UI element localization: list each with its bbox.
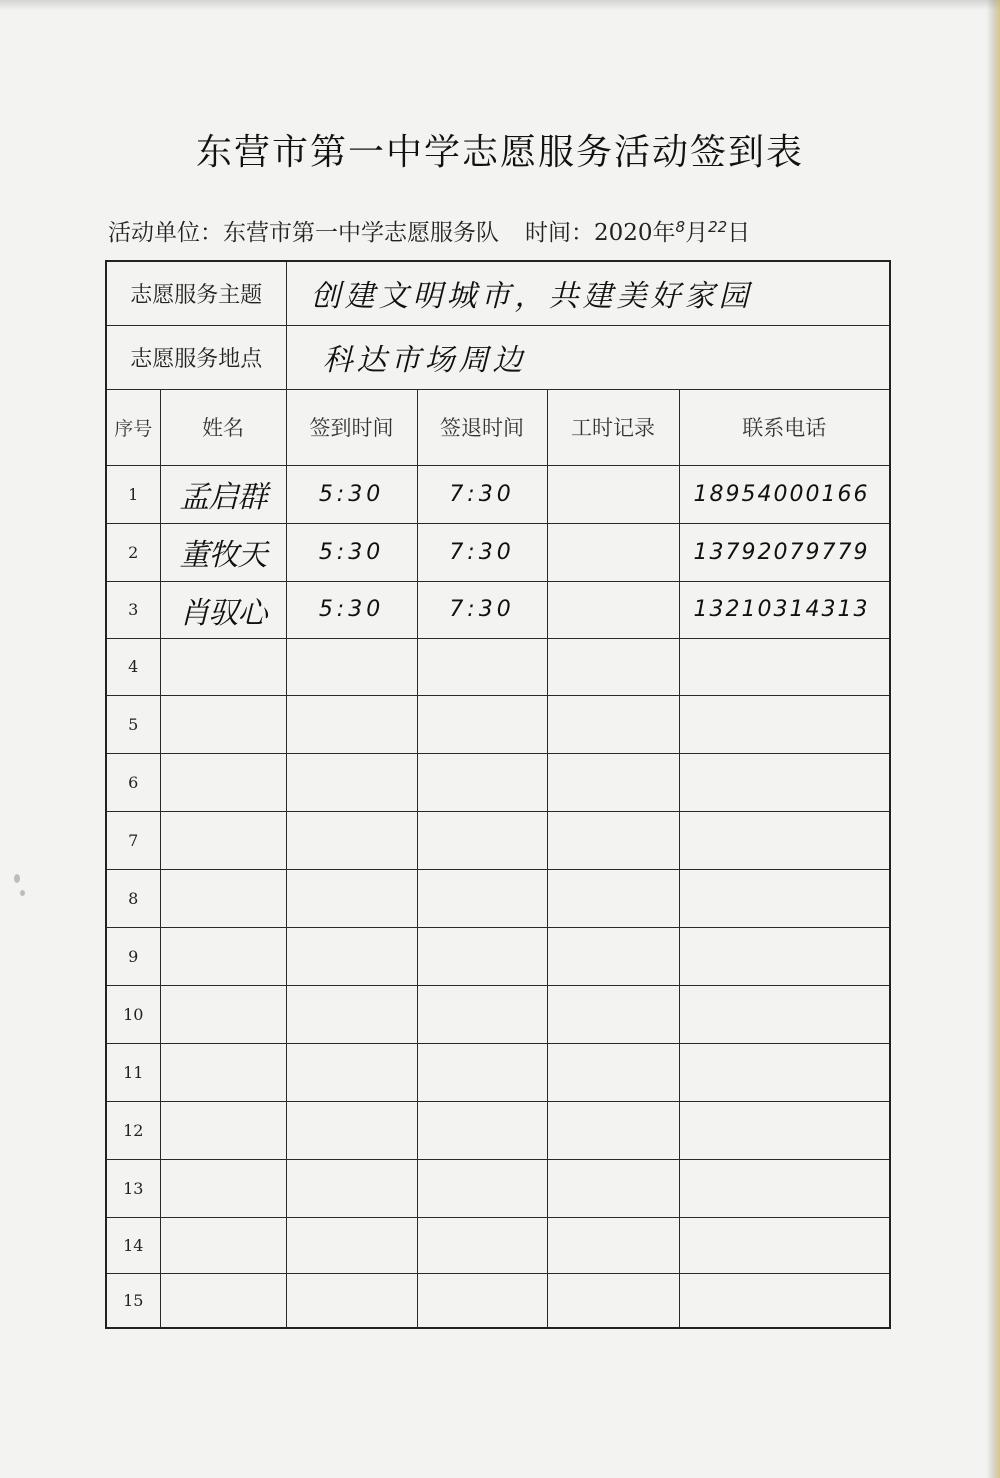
row-index: 5: [106, 695, 160, 753]
hours-cell: [547, 753, 679, 811]
col-header-sign-in: 签到时间: [286, 389, 417, 465]
table-row: [106, 695, 890, 753]
name-cell: [160, 1159, 286, 1217]
month-handwritten: 8: [675, 218, 686, 236]
col-header-name: 姓名: [160, 389, 286, 465]
row-index: 3: [106, 581, 160, 638]
theme-row: [106, 261, 890, 325]
phone-cell: [679, 638, 890, 695]
signin-table: [105, 260, 891, 1329]
time-label: 时间：: [525, 220, 594, 246]
hours-cell: [547, 1159, 679, 1217]
sign-in-cell: 5:30: [286, 465, 417, 523]
location-label: 志愿服务地点: [106, 325, 286, 389]
name-cell: [160, 1217, 286, 1273]
sign-out-cell: 7:30: [417, 465, 547, 523]
row-index: 6: [106, 753, 160, 811]
sign-out-cell: [417, 1043, 547, 1101]
phone-cell: 13792079779: [679, 523, 890, 581]
sign-in-cell: [286, 1101, 417, 1159]
table-row: [106, 465, 890, 523]
hours-cell: [547, 985, 679, 1043]
sign-out-cell: [417, 1101, 547, 1159]
sign-in-cell: [286, 638, 417, 695]
paper-speck: [14, 874, 20, 883]
name-cell: [160, 1273, 286, 1328]
unit-value: 东营市第一中学志愿服务队: [223, 220, 499, 246]
row-index: 15: [106, 1273, 160, 1328]
hours-cell: [547, 1101, 679, 1159]
sign-out-cell: [417, 1217, 547, 1273]
hours-cell: [547, 638, 679, 695]
sign-out-cell: [417, 1159, 547, 1217]
phone-cell: [679, 811, 890, 869]
row-index: 14: [106, 1217, 160, 1273]
unit-label: 活动单位：: [108, 220, 223, 246]
table-row: [106, 1217, 890, 1273]
hours-cell: [547, 695, 679, 753]
scan-top-edge: [0, 0, 1000, 10]
sign-out-cell: [417, 985, 547, 1043]
phone-cell: [679, 1101, 890, 1159]
row-index: 9: [106, 927, 160, 985]
row-index: 7: [106, 811, 160, 869]
day-label: 日: [727, 220, 751, 246]
phone-cell: [679, 1159, 890, 1217]
table-body: [106, 465, 890, 1328]
form-title: 东营市第一中学志愿服务活动签到表: [195, 132, 804, 173]
hours-cell: [547, 581, 679, 638]
phone-cell: 18954000166: [679, 465, 890, 523]
info-line: [108, 214, 868, 247]
sign-in-cell: [286, 695, 417, 753]
paper-speck: [20, 890, 25, 896]
sign-in-cell: [286, 1043, 417, 1101]
day-handwritten: 22: [708, 218, 728, 236]
name-cell: [160, 811, 286, 869]
sign-out-cell: [417, 811, 547, 869]
table-row: [106, 753, 890, 811]
sign-out-cell: [417, 638, 547, 695]
table-row: [106, 811, 890, 869]
name-cell: [160, 1043, 286, 1101]
sign-out-cell: [417, 753, 547, 811]
hours-cell: [547, 811, 679, 869]
table-row: [106, 1101, 890, 1159]
sign-in-cell: [286, 927, 417, 985]
phone-cell: [679, 753, 890, 811]
row-index: 2: [106, 523, 160, 581]
row-index: 12: [106, 1101, 160, 1159]
sign-in-cell: [286, 1273, 417, 1328]
row-index: 11: [106, 1043, 160, 1101]
table-row: [106, 1043, 890, 1101]
table-row: [106, 638, 890, 695]
sign-out-cell: [417, 927, 547, 985]
name-cell: [160, 869, 286, 927]
sign-in-cell: [286, 1217, 417, 1273]
col-header-hours: 工时记录: [547, 389, 679, 465]
row-index: 13: [106, 1159, 160, 1217]
name-cell: [160, 985, 286, 1043]
hours-cell: [547, 927, 679, 985]
table-row: [106, 869, 890, 927]
table-row: [106, 1273, 890, 1328]
row-index: 4: [106, 638, 160, 695]
month-label: 月: [685, 220, 709, 246]
hours-cell: [547, 1273, 679, 1328]
phone-cell: [679, 695, 890, 753]
hours-cell: [547, 465, 679, 523]
name-cell: 肖驭心: [160, 581, 286, 638]
sign-out-cell: [417, 869, 547, 927]
sign-in-cell: [286, 1159, 417, 1217]
name-cell: [160, 638, 286, 695]
sign-out-cell: 7:30: [417, 523, 547, 581]
theme-label: 志愿服务主题: [106, 261, 286, 325]
sign-in-cell: [286, 753, 417, 811]
location-row: [106, 325, 890, 389]
phone-cell: [679, 927, 890, 985]
sign-in-cell: [286, 811, 417, 869]
hours-cell: [547, 523, 679, 581]
hours-cell: [547, 1217, 679, 1273]
name-cell: 董牧天: [160, 523, 286, 581]
sign-in-cell: 5:30: [286, 523, 417, 581]
location-value: 科达市场周边: [286, 325, 890, 389]
phone-cell: [679, 1217, 890, 1273]
name-cell: [160, 927, 286, 985]
table-row: [106, 581, 890, 638]
phone-cell: [679, 1273, 890, 1328]
hours-cell: [547, 1043, 679, 1101]
phone-cell: [679, 985, 890, 1043]
name-cell: [160, 1101, 286, 1159]
row-index: 1: [106, 465, 160, 523]
col-header-phone: 联系电话: [679, 389, 890, 465]
hours-cell: [547, 869, 679, 927]
name-cell: [160, 695, 286, 753]
row-index: 8: [106, 869, 160, 927]
header-row: [106, 389, 890, 465]
sign-out-cell: 7:30: [417, 581, 547, 638]
table-row: [106, 523, 890, 581]
table-row: [106, 1159, 890, 1217]
col-header-sign-out: 签退时间: [417, 389, 547, 465]
scan-right-edge: [986, 0, 1000, 1478]
sign-out-cell: [417, 1273, 547, 1328]
row-index: 10: [106, 985, 160, 1043]
phone-cell: [679, 1043, 890, 1101]
year-text: 2020年: [594, 220, 676, 246]
sign-in-cell: [286, 985, 417, 1043]
col-header-index: 序号: [106, 389, 160, 465]
sign-in-cell: [286, 869, 417, 927]
phone-cell: 13210314313: [679, 581, 890, 638]
sign-in-cell: 5:30: [286, 581, 417, 638]
name-cell: 孟启群: [160, 465, 286, 523]
table-row: [106, 927, 890, 985]
theme-value: 创建文明城市，共建美好家园: [286, 261, 890, 325]
phone-cell: [679, 869, 890, 927]
sign-out-cell: [417, 695, 547, 753]
table-row: [106, 985, 890, 1043]
name-cell: [160, 753, 286, 811]
